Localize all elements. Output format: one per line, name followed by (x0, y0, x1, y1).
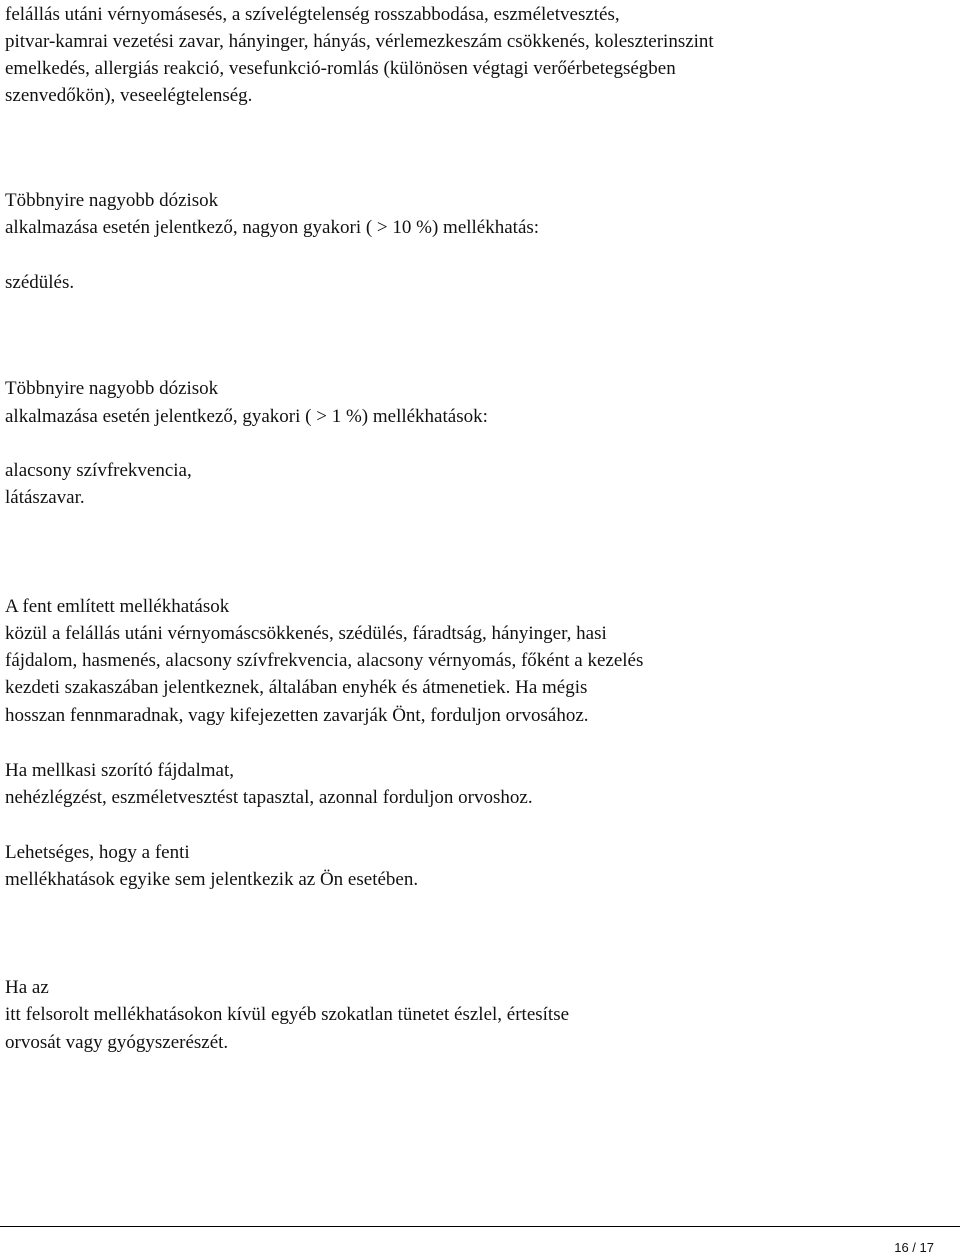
page-number: 16 / 17 (894, 1240, 934, 1255)
text-line: alacsony szívfrekvencia, (5, 460, 192, 481)
text-line: fájdalom, hasmenés, alacsony szívfrekvencia, alacsony vérnyomás, főként a kezelés (5, 650, 644, 671)
text-line: szenvedőkön), veseelégtelenség. (5, 85, 253, 106)
text-line: látászavar. (5, 487, 85, 508)
text-line: Többnyire nagyobb dózisok (5, 190, 219, 211)
text-line: emelkedés, allergiás reakció, vesefunkció-romlás (különösen végtagi verőérbetegségben (5, 58, 676, 79)
text-line: alkalmazása esetén jelentkező, nagyon gyakori ( > 10 %) mellékhatás: (5, 217, 540, 238)
text-line: pitvar-kamrai vezetési zavar, hányinger, hányás, vérlemezkeszám csökkenés, koleszterinszint (5, 31, 714, 52)
text-line: hosszan fennmaradnak, vagy kifejezetten zavarják Önt, forduljon orvosához. (5, 705, 589, 726)
text-line: kezdeti szakaszában jelentkeznek, általában enyhék és átmenetiek. Ha mégis (5, 677, 588, 698)
text-line: Lehetséges, hogy a fenti (5, 842, 190, 863)
text-line: szédülés. (5, 272, 75, 293)
text-line: A fent említett mellékhatások (5, 596, 230, 617)
text-line: mellékhatások egyike sem jelentkezik az Ön esetében. (5, 869, 419, 890)
text-line: közül a felállás utáni vérnyomáscsökkenés, szédülés, fáradtság, hányinger, hasi (5, 623, 607, 644)
text-line: itt felsorolt mellékhatásokon kívül egyéb szokatlan tünetet észlel, értesítse (5, 1004, 570, 1025)
text-line: alkalmazása esetén jelentkező, gyakori ( > 1 %) mellékhatások: (5, 406, 488, 427)
text-line: orvosát vagy gyógyszerészét. (5, 1032, 229, 1053)
text-line: Ha az (5, 977, 49, 998)
text-line: nehézlégzést, eszméletvesztést tapasztal, azonnal forduljon orvoshoz. (5, 787, 533, 808)
text-line: Többnyire nagyobb dózisok (5, 378, 219, 399)
footer-divider (0, 1226, 960, 1227)
text-line: felállás utáni vérnyomásesés, a szívelégtelenség rosszabbodása, eszméletvesztés, (5, 4, 620, 25)
text-line: Ha mellkasi szorító fájdalmat, (5, 760, 234, 781)
